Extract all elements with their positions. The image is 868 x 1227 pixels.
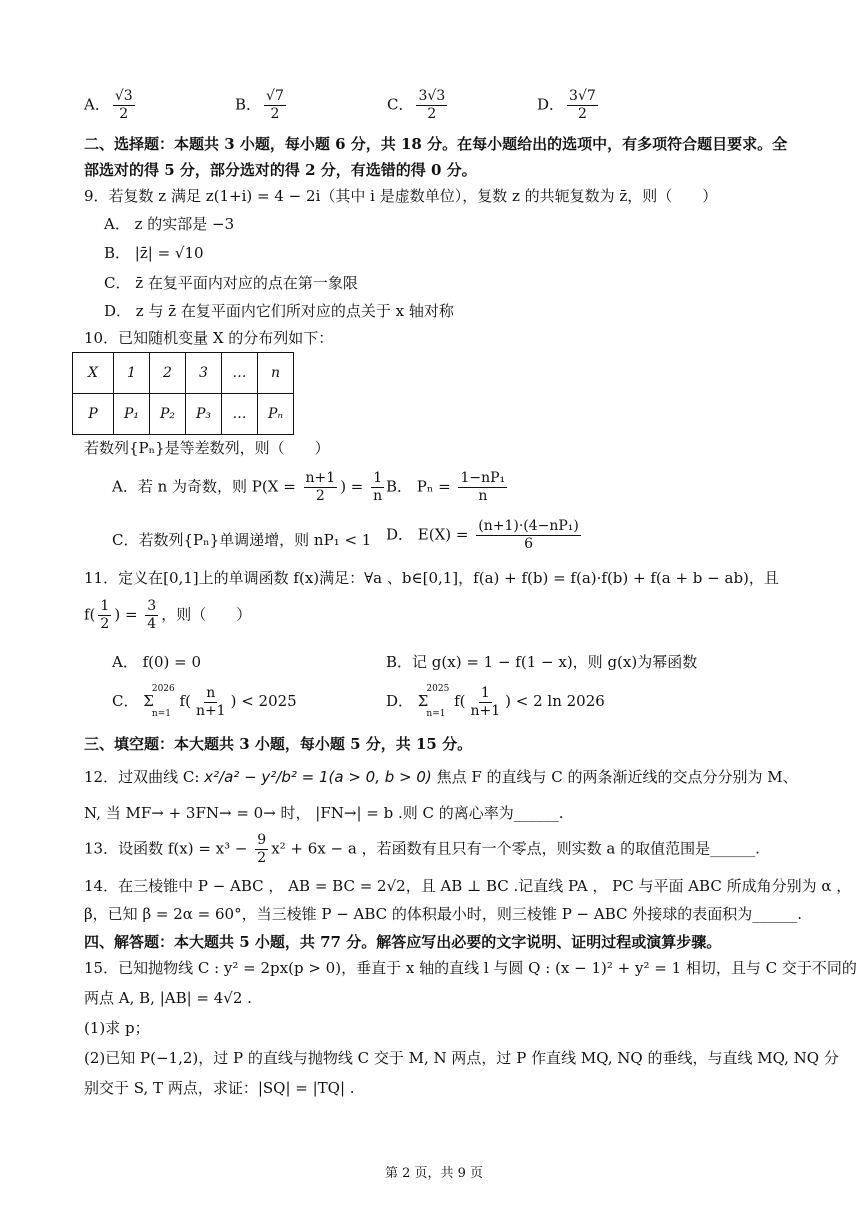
denominator: 2: [100, 616, 110, 632]
option-text: ) < 2025: [230, 692, 297, 710]
table-cell: X: [73, 353, 114, 394]
q9-option-b: B． |z̄| = √10: [104, 244, 204, 262]
denominator: 2: [315, 488, 325, 504]
table-cell: P: [73, 394, 114, 435]
table-cell: P₁: [114, 394, 150, 435]
q11-stem: 11．定义在[0,1]上的单调函数 f(x)满足：∀a 、b∈[0,1]，f(a) + f(b) = f(a)·f(b) + f(a + b − ab)，且: [84, 569, 779, 587]
stem-text: ，则（ ）: [161, 605, 252, 624]
q15-line2: 两点 A, B, |AB| = 4√2 .: [84, 989, 252, 1007]
prev-option-d: [537, 88, 601, 123]
denominator: n: [373, 488, 383, 504]
stem-text: ) =: [114, 605, 143, 624]
q15-part2-line2: 别交于 S, T 两点，求证：|SQ| = |TQ| .: [84, 1079, 355, 1097]
numerator: 3√7: [569, 88, 596, 104]
q10-option-a: [112, 470, 387, 505]
q12-text: 焦点 F 的直线与 C 的两条渐近线的交点分分别为 M、: [431, 768, 798, 786]
prev-option-c: [387, 88, 450, 123]
stem-text: f(: [84, 605, 96, 624]
numerator: 1−nP₁: [460, 470, 506, 486]
denominator: 2: [257, 850, 267, 866]
q11-option-d: [386, 684, 605, 720]
denominator: 2: [119, 106, 129, 122]
fraction: [255, 832, 268, 867]
fraction: [468, 685, 502, 720]
q15-part2-line1: (2)已知 P(−1,2)，过 P 的直线与抛物线 C 交于 M, N 两点，过 P 作直线 MQ, NQ 的垂线，与直线 MQ, NQ 分: [84, 1049, 839, 1067]
option-text: D． Σ: [386, 692, 429, 710]
option-label: A．: [84, 95, 110, 114]
table-cell: n: [258, 353, 294, 394]
q14-line2: β，已知 β = 2α = 60°，当三棱锥 P − ABC 的体积最小时，则三棱锥 P − ABC 外接球的表面积为______.: [84, 905, 803, 923]
q11-stem-line2: [84, 598, 251, 633]
fraction: [458, 470, 507, 505]
denominator: n+1: [195, 702, 226, 719]
q15-part1: (1)求 p；: [84, 1019, 150, 1037]
option-text: ) =: [340, 477, 369, 496]
section3-heading: 三、填空题：本大题共 3 小题，每小题 5 分，共 15 分。: [84, 735, 473, 753]
q11-option-a: A． f(0) = 0: [112, 653, 202, 671]
denominator: n+1: [470, 702, 501, 719]
numerator: 9: [257, 832, 267, 848]
numerator: n+1: [305, 470, 336, 486]
q11-option-b: B．记 g(x) = 1 − f(1 − x)，则 g(x)为幂函数: [386, 653, 698, 671]
fraction: [264, 88, 286, 123]
page-footer: 第 2 页，共 9 页: [384, 1166, 484, 1181]
q15-line1: 15．已知抛物线 C : y² = 2px(p > 0)，垂直于 x 轴的直线 l 与圆 Q : (x − 1)² + y² = 1 相切，且与 C 交于不同的: [84, 959, 857, 977]
q9-stem: 9．若复数 z 满足 z(1+i) = 4 − 2i（其中 i 是虚数单位），复数 z 的共轭复数为 z̄，则（ ）: [84, 187, 718, 205]
sum-limits: [426, 684, 449, 720]
distribution-table: [72, 352, 294, 435]
table-cell: 3: [186, 353, 222, 394]
q10-condition: 若数列{Pₙ}是等差数列，则（ ）: [84, 439, 330, 457]
q12-line2: N, 当 MF→ + 3FN→ = 0→ 时， |FN→| = b .则 C 的离心率为______.: [84, 804, 564, 822]
q13-text: x² + 6x − a ，若函数有且只有一个零点，则实数 a 的取值范围是______.: [271, 839, 760, 858]
numerator: √3: [114, 88, 133, 104]
fraction: [304, 470, 338, 505]
numerator: √7: [266, 88, 284, 104]
section2-heading-line2: 部选对的得 5 分，部分选对的得 2 分，有选错的得 0 分。: [84, 161, 477, 179]
prev-option-a: [84, 88, 138, 123]
denominator: 2: [427, 106, 437, 122]
option-label: B．: [235, 95, 262, 114]
denominator: n: [478, 488, 488, 504]
q12-line1: [84, 764, 798, 790]
section4-heading: 四、解答题：本大题共 5 小题，共 77 分。解答应写出必要的文字说明、证明过程或演算步骤。: [84, 933, 722, 951]
table-cell: 1: [114, 353, 150, 394]
table-row-p: [73, 394, 294, 435]
option-label: C．: [387, 95, 414, 114]
q10-stem: 10．已知随机变量 X 的分布列如下：: [84, 329, 334, 347]
option-text: f(: [174, 692, 191, 710]
option-text: C． Σ: [112, 692, 154, 710]
q10-option-c: C．若数列{Pₙ}单调递增，则 nP₁ < 1: [112, 531, 372, 549]
option-text: f(: [449, 692, 466, 710]
q14-line1: 14．在三棱锥中 P − ABC ， AB = BC = 2√2，且 AB ⊥ BC .记直线 PA ， PC 与平面 ABC 所成角分别为 α ，: [84, 877, 852, 895]
q9-option-d: D． z 与 z̄ 在复平面内它们所对应的点关于 x 轴对称: [104, 302, 454, 320]
q13-line: [84, 832, 760, 867]
sum-limits: [152, 684, 175, 720]
numerator: 3√3: [418, 88, 446, 104]
table-cell: …: [222, 394, 258, 435]
option-text: D． E(X) =: [386, 525, 474, 544]
section2-heading-line1: 二、选择题：本题共 3 小题，每小题 6 分，共 18 分。在每小题给出的选项中，有多项符合题目要求。全: [84, 135, 788, 153]
table-cell: …: [222, 353, 258, 394]
sum-lower: n=1: [151, 709, 171, 719]
sum-lower: n=1: [426, 709, 446, 719]
option-label: D．: [537, 95, 565, 114]
table-cell: 2: [150, 353, 186, 394]
numerator: 3: [147, 598, 157, 614]
fraction: [416, 88, 447, 123]
fraction: [567, 88, 598, 123]
option-text: A．若 n 为奇数，则 P(X =: [112, 477, 301, 496]
fraction: [98, 598, 111, 633]
q11-option-c: [112, 684, 297, 720]
fraction: [194, 685, 228, 720]
prev-option-b: [235, 88, 289, 123]
table-cell: Pₙ: [258, 394, 294, 435]
q9-option-c: C． z̄ 在复平面内对应的点在第一象限: [104, 274, 358, 292]
denominator: 2: [577, 106, 587, 122]
option-text: B． Pₙ =: [386, 477, 456, 496]
numerator: (n+1)·(4−nP₁): [478, 518, 579, 534]
q10-option-b: [386, 470, 510, 505]
q13-text: 13．设函数 f(x) = x³ −: [84, 839, 253, 858]
fraction: [371, 470, 384, 505]
fraction: [476, 518, 581, 553]
table-row-x: [73, 353, 294, 394]
numerator: 1: [480, 684, 490, 701]
denominator: 2: [270, 106, 280, 122]
q12-text: 12．过双曲线 C:: [84, 768, 205, 786]
fraction: [113, 88, 135, 123]
numerator: 1: [100, 598, 110, 614]
table-cell: P₃: [186, 394, 222, 435]
fraction: [145, 598, 158, 633]
option-text: ) < 2 ln 2026: [505, 692, 605, 710]
denominator: 4: [147, 616, 157, 632]
numerator: 1: [373, 470, 383, 486]
q10-option-d: [386, 518, 584, 553]
sum-upper: 2026: [151, 684, 175, 694]
table-cell: P₂: [150, 394, 186, 435]
q9-option-a: A． z 的实部是 −3: [104, 215, 235, 233]
q12-equation: x²/a² − y²/b² = 1(a > 0, b > 0): [204, 768, 432, 786]
sum-upper: 2025: [426, 684, 450, 694]
numerator: n: [206, 684, 216, 701]
denominator: 6: [524, 536, 534, 552]
